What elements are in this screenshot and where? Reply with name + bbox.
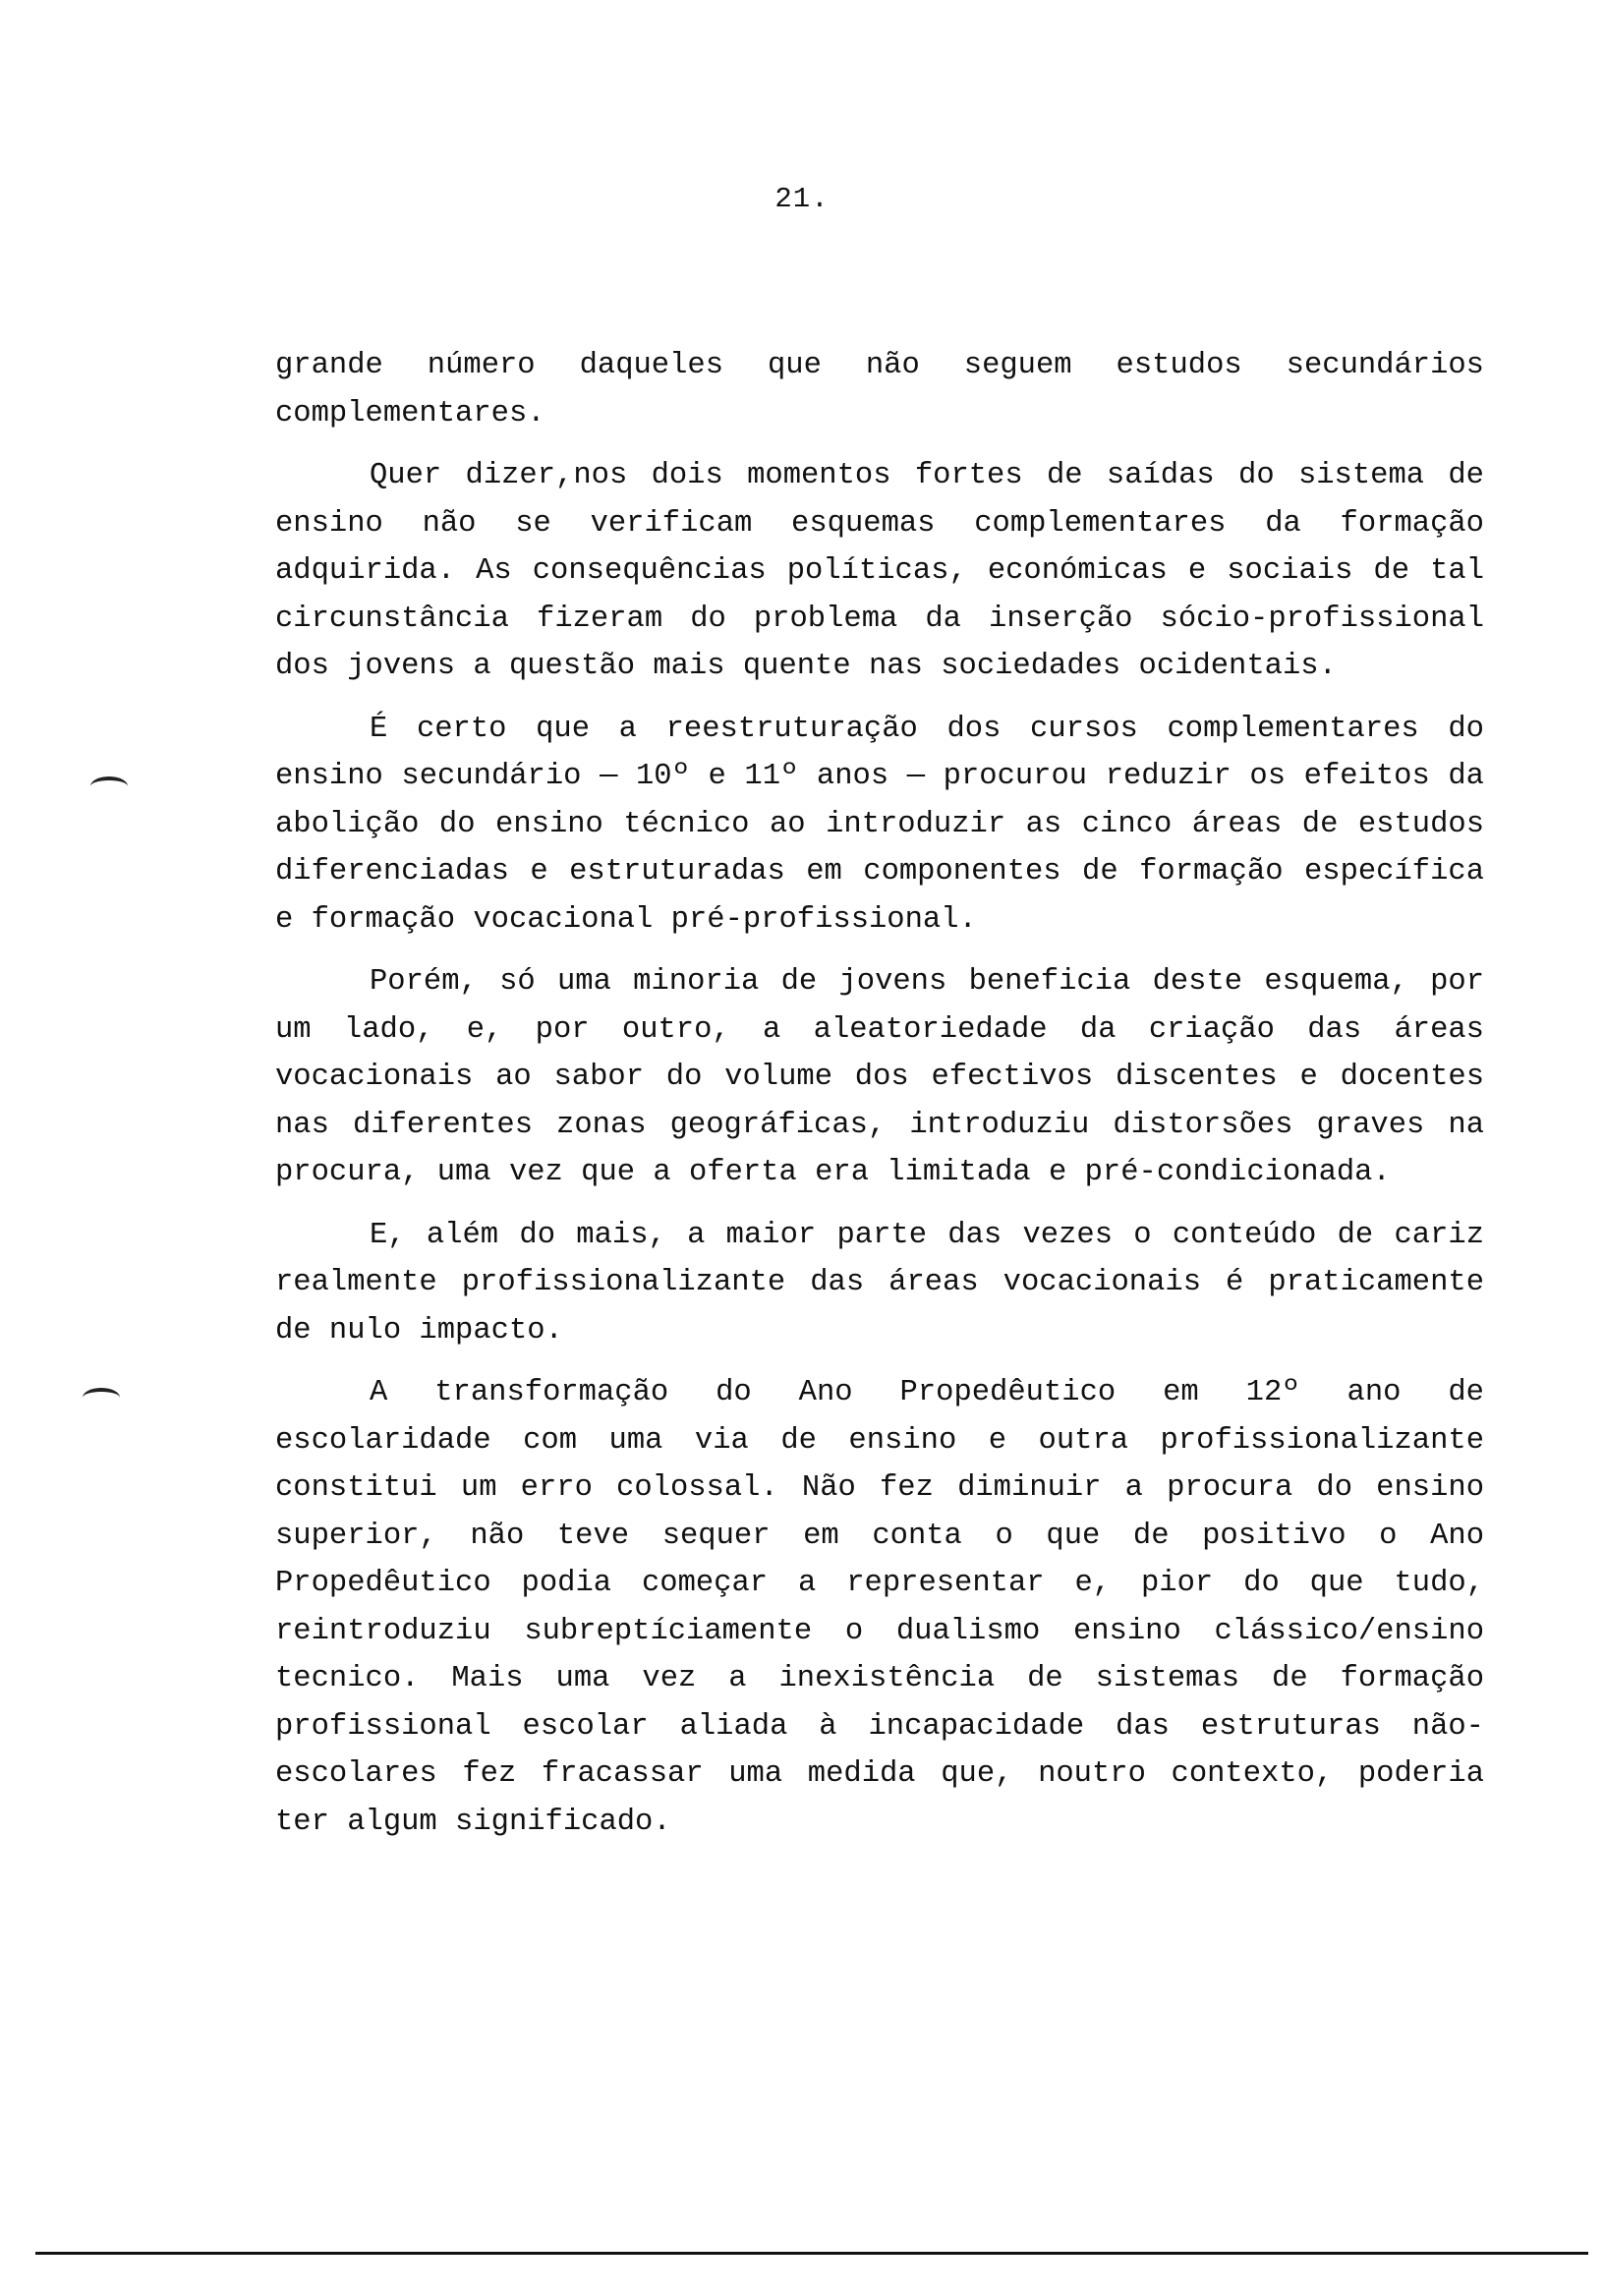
paragraph: Quer dizer,nos dois momentos fortes de saídas do sistema de ensino não se verificam esquemas complementares da formação adquirida. As consequências políticas, económicas e sociais de tal circunstância fizeram do problema da inserção sócio-profissional dos jovens a questão mais quente nas sociedades ocidentais. — [275, 459, 1484, 683]
margin-mark — [83, 1388, 120, 1407]
paragraph: A transformação do Ano Propedêutico em 12º ano de escolaridade com uma via de ensino e outra profissionalizante constitui um erro colossal. Não fez diminuir a procura do ensino superior, não teve sequer em conta o que de positivo o Ano Propedêutico podia começar a representar e, pior do que tudo, reintroduziu subreptíciamente o dualismo ensino clássico/ensino tecnico. Mais uma vez a inexistência de sistemas de formação profissional escolar aliada à incapacidade das estruturas não-escolares fez fracassar uma medida que, noutro contexto, poderia ter algum significado. — [275, 1376, 1484, 1839]
paragraph-continuation: grande número daqueles que não seguem estudos secundários complementares. — [275, 349, 1484, 430]
page-number: 21. — [774, 183, 830, 215]
paragraph: E, além do mais, a maior parte das vezes o conteúdo de cariz realmente profissionalizante das áreas vocacionais é praticamente de nulo impacto. — [275, 1218, 1484, 1348]
paragraph: Porém, só uma minoria de jovens beneficia deste esquema, por um lado, e, por outro, a aleatoriedade da criação das áreas vocacionais ao sabor do volume dos efectivos discentes e docentes nas diferentes zonas geográficas, introduziu distorsões graves na procura, uma vez que a oferta era limitada e pré-condicionada. — [275, 965, 1484, 1189]
paragraph: É certo que a reestruturação dos cursos complementares do ensino secundário — 10º e 11º anos — procurou reduzir os efeitos da abolição do ensino técnico ao introduzir as cinco áreas de estudos diferenciadas e estruturadas em componentes de formação específica e formação vocacional pré-profissional. — [275, 712, 1484, 937]
margin-mark — [90, 776, 128, 796]
footer-rule — [35, 2252, 1588, 2255]
body-text — [275, 342, 1484, 1861]
